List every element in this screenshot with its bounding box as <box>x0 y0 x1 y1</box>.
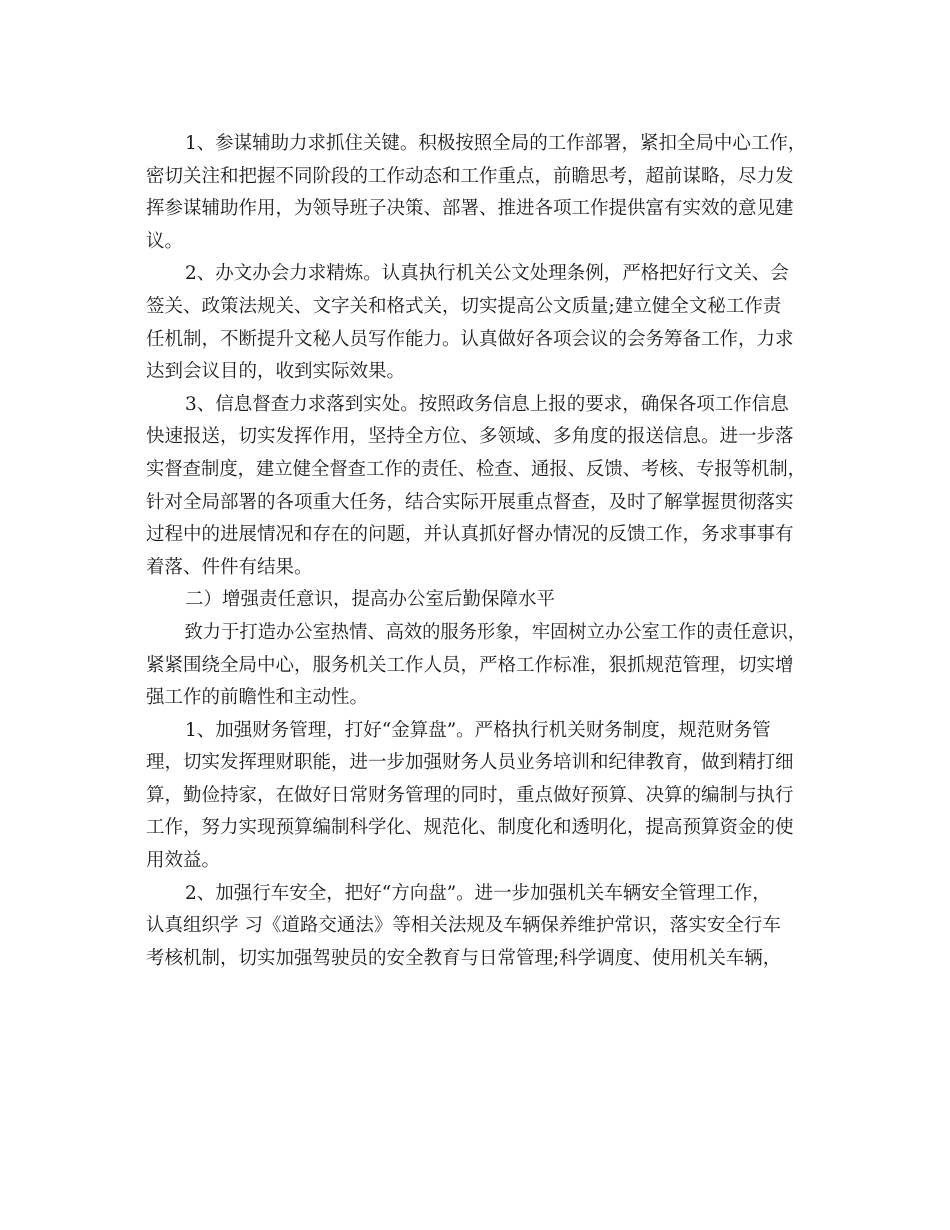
text-line: 密切关注和把握不同阶段的工作动态和工作重点，前瞻思考，超前谋略，尽力发 <box>146 165 794 187</box>
text-line: 紧紧围绕全局中心，服务机关工作人员，严格工作标准，狠抓规范管理，切实增 <box>146 654 794 676</box>
text-line: 2、加强行车安全，把好“方向盘”。进一步加强机关车辆安全管理工作， <box>185 882 771 904</box>
text-line: 强工作的前瞻性和主动性。 <box>146 687 369 709</box>
text-line: 用效益。 <box>146 850 221 872</box>
text-line: 认真组织学 习《道路交通法》等相关法规及车辆保养维护常识，落实安全行车 <box>146 915 781 937</box>
text-line: 任机制，不断提升文秘人员写作能力。认真做好各项会议的会务筹备工作，力求 <box>146 328 794 350</box>
text-line: 理，切实发挥理财职能，进一步加强财务人员业务培训和纪律教育，做到精打细 <box>146 752 794 774</box>
text-line: 2、办文办会力求精炼。认真执行机关公文处理条例，严格把好行文关、会 <box>185 263 789 285</box>
text-line: 致力于打造办公室热情、高效的服务形象，牢固树立办公室工作的责任意识， <box>184 621 807 643</box>
text-line: 考核机制，切实加强驾驶员的安全教育与日常管理;科学调度、使用机关车辆， <box>146 947 782 969</box>
text-line: 1、参谋辅助力求抓住关键。积极按照全局的工作部署，紧扣全局中心工作， <box>184 133 807 154</box>
text-line: 议。 <box>146 230 184 252</box>
text-line: 挥参谋辅助作用，为领导班子决策、部署、推进各项工作提供富有实效的意见建 <box>146 198 794 220</box>
text-line: 1、加强财务管理，打好“金算盘”。严格执行机关财务制度，规范财务管 <box>185 719 771 741</box>
text-line: 达到会议目的，收到实际效果。 <box>146 361 406 383</box>
text-line: 签关、政策法规关、文字关和格式关，切实提高公文质量;建立健全文秘工作责 <box>146 295 782 317</box>
text-line: 快速报送，切实发挥作用，坚持全方位、多领域、多角度的报送信息。进一步落 <box>146 426 794 448</box>
document-body <box>146 128 806 975</box>
text-line: 过程中的进展情况和存在的问题，并认真抓好督办情况的反馈工作，务求事事有 <box>146 524 794 546</box>
text-line: 实督查制度，建立健全督查工作的责任、检查、通报、反馈、考核、专报等机制， <box>146 458 807 480</box>
section-heading: 二）增强责任意识，提高办公室后勤保障水平 <box>185 589 556 611</box>
text-line: 3、信息督查力求落到实处。按照政务信息上报的要求，确保各项工作信息 <box>185 393 789 415</box>
text-line: 着落、件件有结果。 <box>146 556 313 578</box>
text-line: 针对全局部署的各项重大任务，结合实际开展重点督查，及时了解掌握贯彻落实 <box>146 491 794 513</box>
text-line: 工作，努力实现预算编制科学化、规范化、制度化和透明化，提高预算资金的使 <box>146 817 794 839</box>
text-line: 算，勤俭持家，在做好日常财务管理的同时，重点做好预算、决算的编制与执行 <box>146 784 794 806</box>
